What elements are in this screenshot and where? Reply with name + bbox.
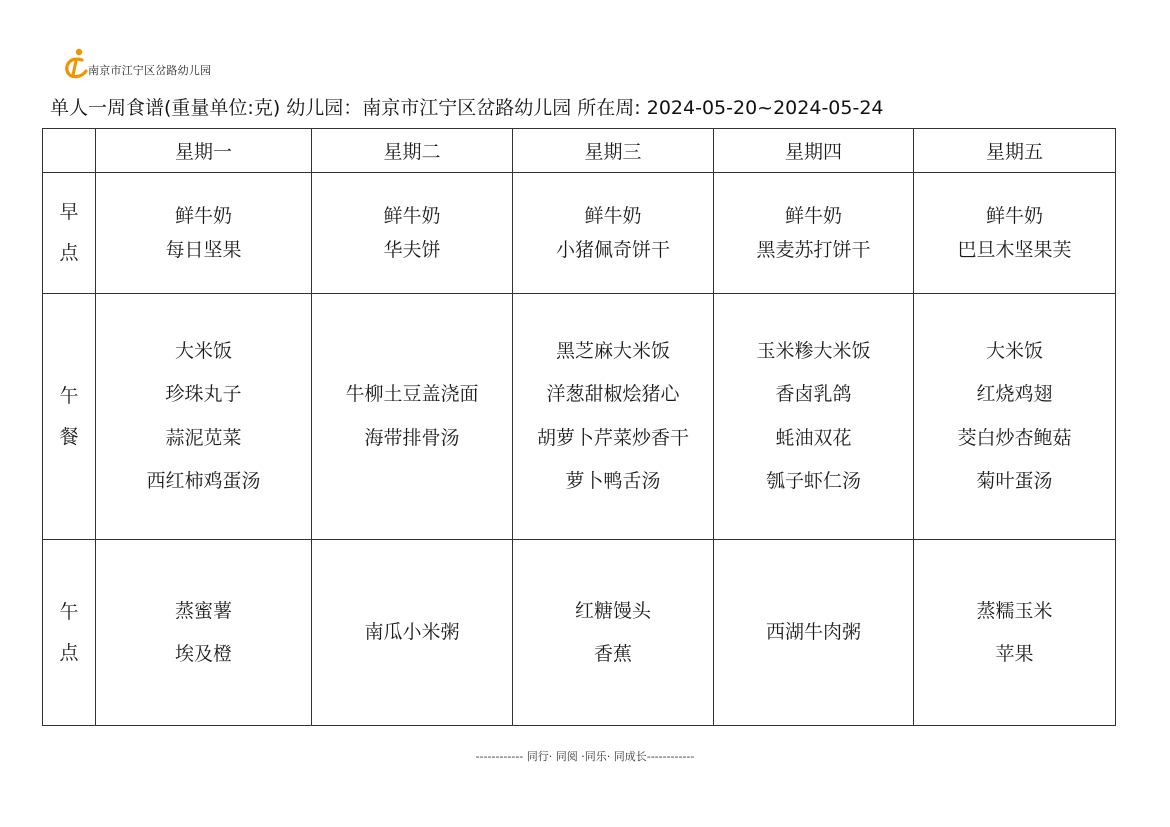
dish-list xyxy=(96,330,311,504)
dish-item: 鲜牛奶 xyxy=(584,205,642,227)
dish-item: 红糖馒头 xyxy=(574,599,651,622)
dish-item: 黑麦苏打饼干 xyxy=(756,239,871,261)
meal-label-char: 餐 xyxy=(59,425,79,448)
dish-item: 海带排骨汤 xyxy=(364,426,460,449)
dish-item: 鲜牛奶 xyxy=(784,205,842,227)
footer-slogan: ------------ 同行· 同阅 ·同乐· 同成长------------ xyxy=(475,750,695,763)
dish-item: 蒸糯玉米 xyxy=(976,599,1053,622)
dish-item: 鲜牛奶 xyxy=(985,205,1043,227)
dish-item: 埃及橙 xyxy=(174,642,232,665)
dish-item: 红烧鸡翅 xyxy=(976,383,1053,405)
dish-item: 鲜牛奶 xyxy=(174,205,232,227)
dish-item: 香卤乳鸽 xyxy=(775,383,852,405)
dish-item: 洋葱甜椒烩猪心 xyxy=(546,383,680,405)
dish-list xyxy=(714,199,913,267)
menu-cell xyxy=(513,540,714,726)
dish-item: 巴旦木坚果芙 xyxy=(957,239,1072,261)
dish-list xyxy=(914,199,1115,267)
dish-item: 瓠子虾仁汤 xyxy=(765,470,861,492)
menu-cell xyxy=(714,173,914,294)
document-title: 单人一周食谱(重量单位:克) 幼儿园：南京市江宁区岔路幼儿园 所在周: 2024-05-20~2024-05-24 xyxy=(50,97,884,119)
dish-item: 华夫饼 xyxy=(383,239,441,261)
menu-cell xyxy=(914,173,1116,294)
dish-item: 大米饭 xyxy=(985,339,1043,362)
meal-label-char: 点 xyxy=(59,641,79,664)
meal-label-char: 点 xyxy=(59,242,79,264)
dish-item: 鲜牛奶 xyxy=(383,205,441,227)
dish-item: 蚝油双花 xyxy=(775,426,852,449)
meal-label-char: 午 xyxy=(59,384,79,407)
dish-item: 大米饭 xyxy=(174,339,232,362)
dish-item: 黑芝麻大米饭 xyxy=(555,339,670,362)
corner-cell xyxy=(43,129,96,173)
menu-cell xyxy=(96,173,312,294)
dish-item: 菊叶蛋汤 xyxy=(976,470,1053,492)
menu-cell xyxy=(914,540,1116,726)
dish-item: 萝卜鸭舌汤 xyxy=(565,470,661,492)
menu-cell xyxy=(714,540,914,726)
dish-item: 胡萝卜芹菜炒香干 xyxy=(536,426,689,449)
meal-label xyxy=(43,294,96,540)
menu-cell xyxy=(312,173,513,294)
day-header: 星期三 xyxy=(513,129,714,173)
day-header: 星期一 xyxy=(96,129,312,173)
dish-list xyxy=(513,199,713,267)
dish-list xyxy=(96,590,311,676)
dish-item: 茭白炒杏鲍菇 xyxy=(957,426,1072,449)
meal-label xyxy=(43,173,96,294)
menu-cell xyxy=(96,294,312,540)
day-header: 星期五 xyxy=(914,129,1116,173)
dish-item: 玉米糁大米饭 xyxy=(756,339,871,362)
day-header: 星期四 xyxy=(714,129,914,173)
dish-list xyxy=(714,611,913,654)
dish-item: 西湖牛肉粥 xyxy=(765,621,861,643)
menu-cell xyxy=(513,173,714,294)
dish-item: 小猪佩奇饼干 xyxy=(555,239,670,261)
breakfast-row xyxy=(43,173,1116,294)
menu-cell xyxy=(714,294,914,540)
dish-list xyxy=(312,199,512,267)
lunch-row xyxy=(43,294,1116,540)
dish-item: 蒸蜜薯 xyxy=(174,599,232,622)
school-logo-icon xyxy=(62,46,90,80)
dish-list xyxy=(312,373,512,460)
dish-list xyxy=(714,330,913,504)
weekly-menu-table xyxy=(42,128,1116,726)
afternoon-snack-row xyxy=(43,540,1116,726)
dish-item: 西红柿鸡蛋汤 xyxy=(146,470,261,492)
menu-cell xyxy=(312,540,513,726)
day-header: 星期二 xyxy=(312,129,513,173)
school-logo-text: 南京市江宁区岔路幼儿园 xyxy=(88,64,212,77)
dish-item: 牛柳土豆盖浇面 xyxy=(345,383,479,405)
dish-list xyxy=(513,330,713,504)
school-logo xyxy=(62,46,211,80)
menu-cell xyxy=(513,294,714,540)
menu-cell xyxy=(914,294,1116,540)
meal-label xyxy=(43,540,96,726)
menu-cell xyxy=(96,540,312,726)
dish-list xyxy=(513,590,713,676)
dish-item: 苹果 xyxy=(995,642,1034,665)
dish-item: 每日坚果 xyxy=(165,239,242,261)
dish-item: 南瓜小米粥 xyxy=(364,621,460,643)
dish-list xyxy=(914,590,1115,676)
dish-item: 蒜泥苋菜 xyxy=(165,426,242,449)
dish-item: 珍珠丸子 xyxy=(165,383,242,405)
meal-label-char: 早 xyxy=(59,201,79,223)
dish-list xyxy=(96,199,311,267)
dish-item: 香蕉 xyxy=(593,642,632,665)
meal-label-char: 午 xyxy=(59,600,79,623)
dish-list xyxy=(312,611,512,654)
header-row xyxy=(43,129,1116,173)
menu-cell xyxy=(312,294,513,540)
dish-list xyxy=(914,330,1115,504)
